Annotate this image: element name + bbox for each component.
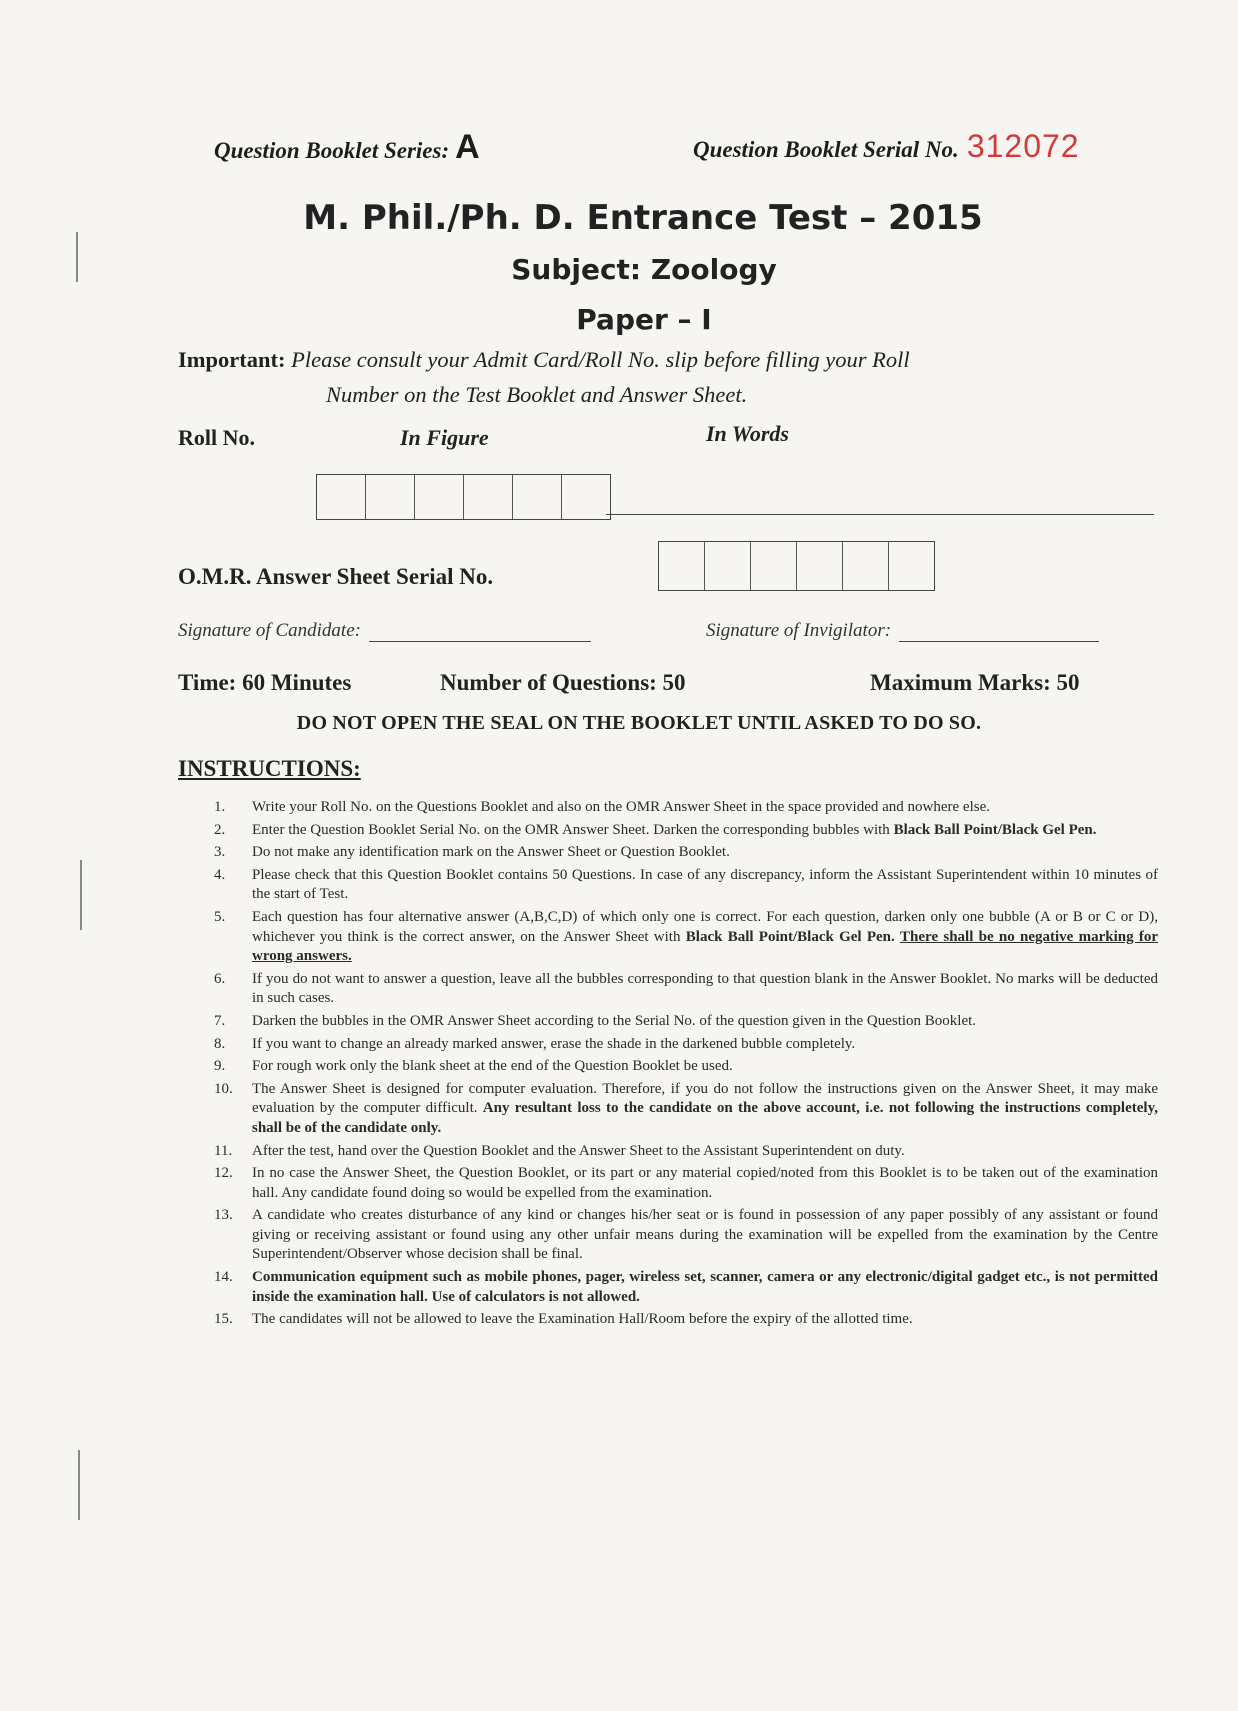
time-info: Time: 60 Minutes xyxy=(178,670,352,695)
instruction-text: Please check that this Question Booklet contains 50 Questions. In case of any discrepancy, inform the Assistant Superintendent within 10 minutes of the start of Test. xyxy=(252,866,1158,903)
instruction-number: 4. xyxy=(214,866,226,883)
invigilator-signature-line[interactable] xyxy=(899,623,1099,642)
instruction-item xyxy=(214,1035,1158,1055)
in-figure-label: In Figure xyxy=(400,425,489,450)
serial-label: Question Booklet Serial No. xyxy=(693,137,959,162)
instruction-text: If you do not want to answer a question, leave all the bubbles corresponding to that question blank in the Answer Booklet. No marks will be deducted in such cases. xyxy=(252,970,1158,1007)
roll-number-figure-boxes[interactable] xyxy=(316,474,611,520)
roll-label: Roll No. xyxy=(178,425,255,450)
instruction-number: 14. xyxy=(214,1269,233,1286)
instruction-number: 3. xyxy=(214,844,226,861)
instruction-item xyxy=(214,1012,1158,1032)
booklet-serial xyxy=(693,128,1080,165)
roll-digit-box[interactable] xyxy=(513,475,562,519)
omr-serial-boxes[interactable] xyxy=(658,541,935,591)
serial-value: 312072 xyxy=(966,128,1080,164)
instruction-number: 1. xyxy=(214,799,226,815)
instruction-text: Darken the bubbles in the OMR Answer Sheet according to the Serial No. of the question given in the Question Booklet. xyxy=(252,1012,977,1029)
roll-digit-box[interactable] xyxy=(317,475,366,519)
paper-heading: Paper – I xyxy=(576,303,712,336)
instruction-item xyxy=(214,908,1158,967)
instruction-bold-text: Communication equipment such as mobile phones, pager, wireless set, scanner, camera or any electronic/digital gadget etc., is not permitted inside the examination hall. Use of calculators is not allowed. xyxy=(252,1269,1158,1305)
series-label: Question Booklet Series: xyxy=(214,138,450,163)
instruction-number: 7. xyxy=(214,1012,226,1029)
instruction-text: The candidates will not be allowed to leave the Examination Hall/Room before the expiry of the allotted time. xyxy=(252,1311,913,1328)
omr-digit-box[interactable] xyxy=(797,542,843,590)
subject-heading: Subject: Zoology xyxy=(511,253,777,286)
important-note xyxy=(178,342,1158,412)
seal-notice: DO NOT OPEN THE SEAL ON THE BOOKLET UNTIL ASKED TO DO SO. xyxy=(296,712,982,734)
instruction-item xyxy=(214,798,1158,818)
instruction-text: Each question has four alternative answer (A,B,C,D) of which only one is correct. For each question, darken only one bubble (A or B or C or D), whichever you think is the correct answer, on the Answer Sheet with xyxy=(252,908,1158,945)
important-line1: Please consult your Admit Card/Roll No. slip before filling your Roll xyxy=(291,347,910,372)
instruction-item xyxy=(214,1206,1158,1265)
omr-digit-box[interactable] xyxy=(705,542,751,590)
instruction-text: After the test, hand over the Question Booklet and the Answer Sheet to the Assistant Superintendent on duty. xyxy=(252,1142,905,1159)
omr-serial-label: O.M.R. Answer Sheet Serial No. xyxy=(178,564,494,589)
instruction-item xyxy=(214,1310,1158,1330)
instruction-number: 5. xyxy=(214,908,226,925)
instruction-text: Enter the Question Booklet Serial No. on the OMR Answer Sheet. Darken the corresponding bubbles with xyxy=(252,821,890,838)
instruction-text: A candidate who creates disturbance of any kind or changes his/her seat or is found in possession of any paper possibly of any assistant or found giving or receiving assistant or found using any other unfair means during the examination will be expelled from the examination by the Centre Superintendent/Observer whose decision shall be final. xyxy=(252,1207,1158,1263)
instruction-item xyxy=(214,821,1158,841)
marks-info: Maximum Marks: 50 xyxy=(870,670,1080,695)
instructions-list xyxy=(214,798,1158,1333)
series-value: A xyxy=(455,128,480,166)
instruction-number: 10. xyxy=(214,1080,233,1097)
roll-digit-box[interactable] xyxy=(366,475,415,519)
instruction-bold-text: Black Ball Point/Black Gel Pen. xyxy=(685,928,895,945)
instruction-text: The Answer Sheet is designed for computer evaluation. Therefore, if you do not follow the instructions given on the Answer Sheet, it may make evaluation by the computer difficult. xyxy=(252,1080,1158,1117)
instruction-item xyxy=(214,970,1158,1009)
omr-digit-box[interactable] xyxy=(659,542,705,590)
important-line2: Number on the Test Booklet and Answer Sheet. xyxy=(326,382,748,407)
scan-mark xyxy=(80,860,82,930)
roll-digit-box[interactable] xyxy=(562,475,610,519)
instruction-item xyxy=(214,843,1158,863)
instruction-item xyxy=(214,1057,1158,1077)
instruction-item xyxy=(214,1164,1158,1203)
instruction-number: 11. xyxy=(214,1142,233,1159)
instruction-number: 13. xyxy=(214,1207,233,1224)
booklet-series xyxy=(214,128,480,167)
omr-digit-box[interactable] xyxy=(751,542,797,590)
instruction-number: 2. xyxy=(214,821,226,838)
instruction-bold-text: Any resultant loss to the candidate on the above account, i.e. not following the instructions completely, shall be of the candidate only. xyxy=(252,1100,1158,1136)
instruction-text: For rough work only the blank sheet at the end of the Question Booklet be used. xyxy=(252,1058,733,1075)
important-label: Important: xyxy=(178,347,286,372)
candidate-signature-label: Signature of Candidate: xyxy=(178,620,361,641)
invigilator-signature-label: Signature of Invigilator: xyxy=(706,620,892,641)
instruction-item xyxy=(214,1142,1158,1162)
invigilator-signature xyxy=(706,620,1099,642)
roll-number-words-line[interactable] xyxy=(606,514,1154,515)
roll-number-row xyxy=(178,421,1138,451)
instruction-number: 8. xyxy=(214,1035,226,1052)
candidate-signature-line[interactable] xyxy=(369,623,591,642)
instruction-item xyxy=(214,1080,1158,1139)
roll-digit-box[interactable] xyxy=(464,475,513,519)
instruction-number: 9. xyxy=(214,1058,226,1075)
instruction-underlined-text: There shall be no negative marking for wrong answers. xyxy=(252,928,1159,965)
instructions-heading: INSTRUCTIONS: xyxy=(178,756,361,781)
instruction-number: 15. xyxy=(214,1311,233,1328)
scan-mark xyxy=(78,1450,80,1520)
omr-digit-box[interactable] xyxy=(889,542,934,590)
instruction-item xyxy=(214,866,1158,905)
omr-digit-box[interactable] xyxy=(843,542,889,590)
instruction-text: In no case the Answer Sheet, the Question Booklet, or its part or any material copied/noted from this Booklet is to be taken out of the examination hall. Any candidate found doing so would be expelled from the examination. xyxy=(252,1165,1158,1201)
instruction-bold-text: Black Ball Point/Black Gel Pen. xyxy=(893,821,1097,838)
questions-info: Number of Questions: 50 xyxy=(440,670,686,695)
candidate-signature xyxy=(178,620,591,642)
instruction-text: If you want to change an already marked answer, erase the shade in the darkened bubble completely. xyxy=(252,1035,856,1052)
instruction-number: 12. xyxy=(214,1165,233,1182)
in-words-label: In Words xyxy=(706,421,789,446)
instruction-number: 6. xyxy=(214,970,226,987)
instruction-item xyxy=(214,1268,1158,1307)
page-title: M. Phil./Ph. D. Entrance Test – 2015 xyxy=(303,198,983,238)
roll-digit-box[interactable] xyxy=(415,475,464,519)
instruction-text: Do not make any identification mark on the Answer Sheet or Question Booklet. xyxy=(252,844,730,861)
instruction-text: Write your Roll No. on the Questions Booklet and also on the OMR Answer Sheet in the space provided and nowhere else. xyxy=(252,799,991,815)
